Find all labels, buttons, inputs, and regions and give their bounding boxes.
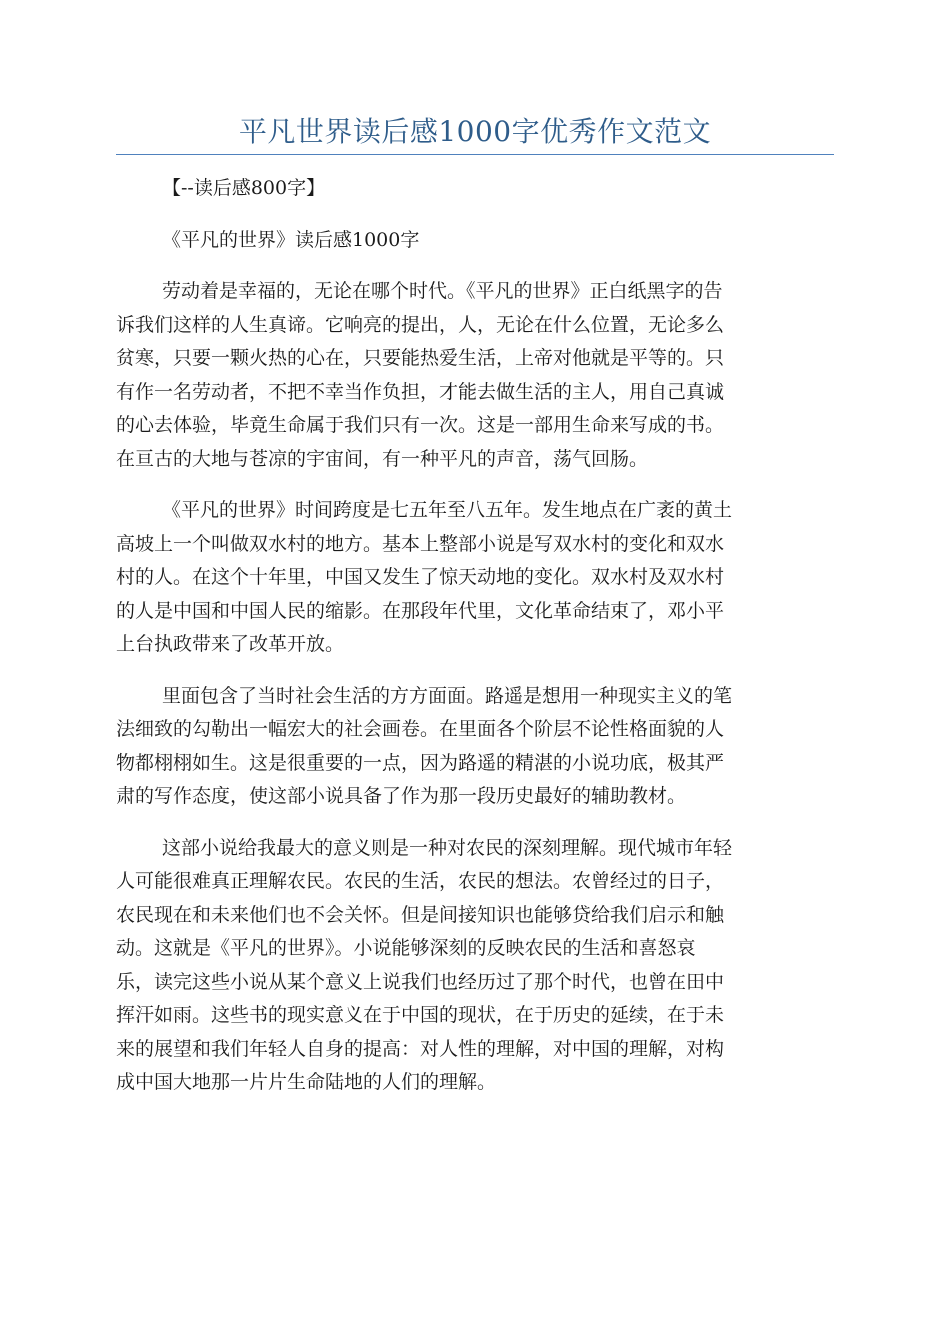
paragraph-line: 高坡上一个叫做双水村的地方。基本上整部小说是写双水村的变化和双水	[116, 532, 725, 555]
paragraph-line: 挥汗如雨。这些书的现实意义在于中国的现状，在于历史的延续，在于未	[116, 1004, 725, 1026]
paragraph-line: 动。这就是《平凡的世界》。小说能够深刻的反映农民的生活和喜怒哀	[116, 937, 696, 959]
paragraph-line: 在亘古的大地与苍凉的宇宙间，有一种平凡的声音，荡气回肠。	[116, 447, 649, 470]
document-body	[116, 172, 834, 1100]
paragraph-line: 贫寒，只要一颗火热的心在，只要能热爱生活，上帝对他就是平等的。只	[116, 347, 725, 369]
paragraph	[116, 275, 834, 476]
paragraph-line: 肃的写作态度，使这部小说具备了作为那一段历史最好的辅助教材。	[116, 785, 687, 807]
paragraph-line: 人可能很难真正理解农民。农民的生活，农民的想法。农曾经过的日子，	[116, 870, 725, 892]
paragraph-line: 成中国大地那一片片生命陆地的人们的理解。	[116, 1071, 497, 1093]
paragraph-line: 这部小说给我最大的意义则是一种对农民的深刻理解。现代城市年轻	[162, 836, 733, 859]
paragraph	[116, 494, 834, 662]
paragraph	[116, 680, 834, 814]
paragraph-line: 里面包含了当时社会生活的方方面面。路遥是想用一种现实主义的笔	[162, 684, 733, 707]
paragraph-line: 来的展望和我们年轻人自身的提高：对人性的理解，对中国的理解，对构	[116, 1037, 725, 1060]
paragraph-line: 《平凡的世界》时间跨度是七五年至八五年。发生地点在广袤的黄土	[162, 499, 733, 521]
subtitle-line: 《平凡的世界》读后感1000字	[162, 228, 420, 251]
paragraph-line: 村的人。在这个十年里，中国又发生了惊天动地的变化。双水村及双水村	[116, 566, 725, 588]
paragraph-line: 劳动着是幸福的，无论在哪个时代。《平凡的世界》正白纸黑字的告	[162, 280, 723, 302]
title-underline	[116, 154, 834, 155]
paragraph-line: 的心去体验，毕竟生命属于我们只有一次。这是一部用生命来写成的书。	[116, 414, 725, 436]
paragraph-list	[116, 275, 834, 1100]
paragraph-line: 农民现在和未来他们也不会关怀。但是间接知识也能够贷给我们启示和触	[116, 903, 725, 926]
paragraph-line: 诉我们这样的人生真谛。它响亮的提出，人，无论在什么位置，无论多么	[116, 313, 725, 336]
paragraph-line: 物都栩栩如生。这是很重要的一点，因为路遥的精湛的小说功底，极其严	[116, 751, 725, 774]
category-line: 【--读后感800字】	[162, 177, 326, 199]
paragraph-line: 上台执政带来了改革开放。	[116, 633, 345, 655]
paragraph	[116, 832, 834, 1100]
paragraph-line: 乐，读完这些小说从某个意义上说我们也经历过了那个时代，也曾在田中	[116, 970, 725, 993]
paragraph-line: 的人是中国和中国人民的缩影。在那段年代里，文化革命结束了，邓小平	[116, 599, 725, 622]
document-title: 平凡世界读后感1000字优秀作文范文	[238, 115, 712, 148]
paragraph-line: 法细致的勾勒出一幅宏大的社会画卷。在里面各个阶层不论性格面貌的人	[116, 718, 725, 740]
paragraph-line: 有作一名劳动者，不把不幸当作负担，才能去做生活的主人，用自己真诚	[116, 380, 725, 403]
